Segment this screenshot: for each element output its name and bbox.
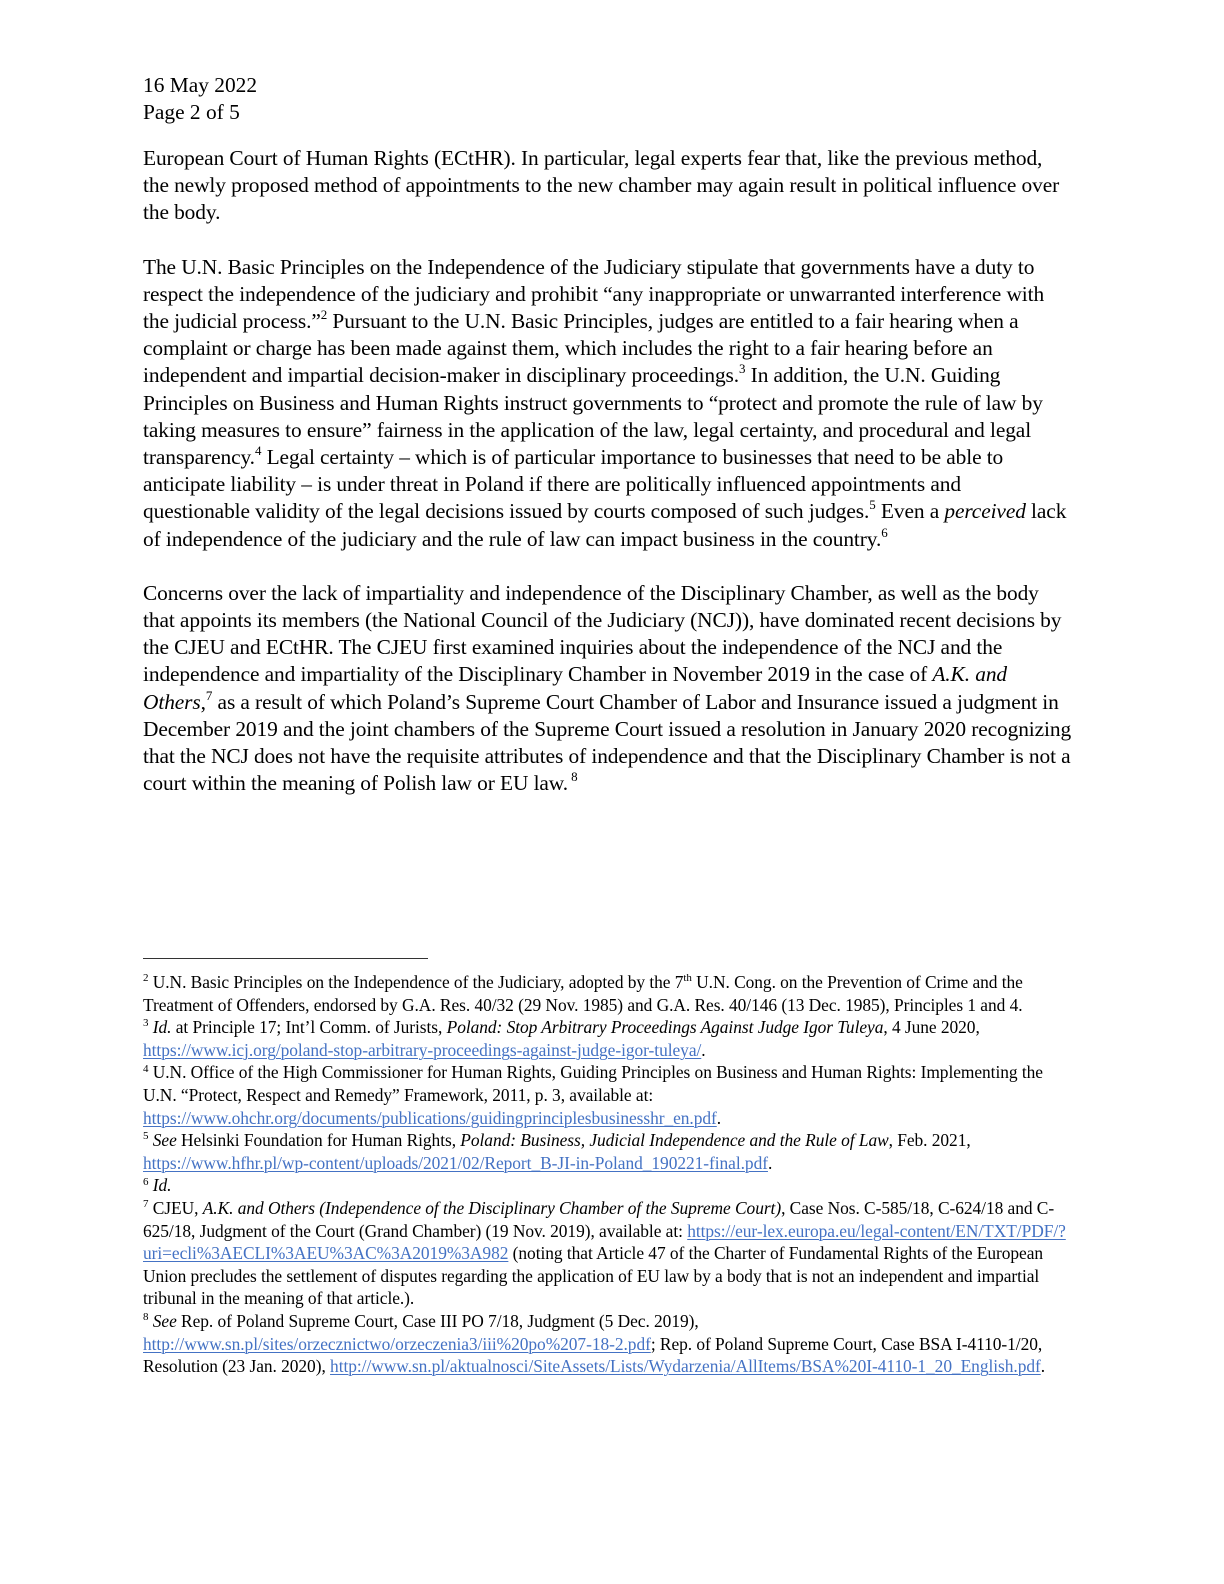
hfhr-link[interactable]: https://www.hfhr.pl/wp-content/uploads/2021/02/Report_B-JI-in-Poland_190221-final.pdf bbox=[143, 1152, 768, 1173]
see-signal: See bbox=[152, 1130, 177, 1151]
footnote-text: at Principle 17; Int’l Comm. of Jurists, bbox=[171, 1017, 447, 1038]
see-signal: See bbox=[152, 1310, 177, 1331]
footnote-text: , Case Nos. C-585/18, C-624/18 and C-625/18, Judgment of the Court (Grand Chamber) (19 Nov. 2019), available at: bbox=[143, 1197, 1055, 1241]
footnote-text: . bbox=[716, 1107, 722, 1128]
source-title: Poland: Stop Arbitrary Proceedings Against Judge Igor Tuleya bbox=[446, 1017, 884, 1038]
paragraph-text: Legal certainty – which is of particular importance to businesses that need to be able to anticipate liability – is under threat in Poland if there are politically influenced appointments and questionable validity of the legal decisions issued by courts composed of such judges. bbox=[143, 445, 1004, 524]
paragraph-text: In addition, the U.N. Guiding Principles on Business and Human Rights instruct governments to “protect and promote the rule of law by taking measures to ensure” fairness in the application of the law, legal certainty, and procedural and legal transparency. bbox=[143, 363, 1043, 470]
ordinal-suffix: th bbox=[683, 972, 692, 985]
body-paragraph-2 bbox=[143, 254, 1073, 553]
footnote-text: U.N. Office of the High Commissioner for Human Rights, Guiding Principles on Business and Human Rights: Implementing the U.N. “Protect, Respect and Remedy” Framework, 2011, p. 3, available at: bbox=[143, 1062, 1043, 1105]
case-name: A.K. and Others bbox=[143, 662, 1008, 714]
footnote-number: 8 bbox=[143, 1311, 149, 1324]
body-paragraph-3 bbox=[143, 580, 1073, 798]
footnote-text: U.N. Basic Principles on the Independence of the Judiciary, adopted by the 7 bbox=[148, 972, 684, 992]
footnote-6 bbox=[143, 1174, 1078, 1197]
source-title: Poland: Business, Judicial Independence and the Rule of Law bbox=[460, 1130, 889, 1151]
case-title: A.K. and Others (Independence of the Disciplinary Chamber of the Supreme Court) bbox=[202, 1197, 782, 1218]
footnote-separator bbox=[143, 958, 428, 959]
paragraph-text: , bbox=[200, 689, 206, 714]
paragraph-text: The U.N. Basic Principles on the Independence of the Judiciary stipulate that governments have a duty to respect the independence of the judiciary and prohibit “any inappropriate or unwarranted interference with the judicial process.” bbox=[143, 254, 1045, 334]
footnote-text: , Feb. 2021, bbox=[888, 1130, 971, 1151]
id-citation: Id. bbox=[152, 1017, 172, 1038]
paragraph-text: as a result of which Poland’s Supreme Court Chamber of Labor and Insurance issued a judgment in December 2019 and the joint chambers of the Supreme Court issued a resolution in January 2020 recognizing that the NCJ does not have the requisite attributes of independence and that the Disciplinary Chamber is not a court within the meaning of Polish law or EU law. bbox=[143, 689, 1072, 796]
eur-lex-link[interactable]: https://eur-lex.europa.eu/legal-content/EN/TXT/PDF/?uri=ecli%3AECLI%3AEU%3AC%3A2019%3A982 bbox=[143, 1220, 1066, 1264]
footnote-ref-8[interactable]: 8 bbox=[568, 769, 578, 785]
footnote-number: 4 bbox=[143, 1062, 149, 1075]
footnote-text: Rep. of Poland Supreme Court, Case III PO 7/18, Judgment (5 Dec. 2019), bbox=[176, 1310, 699, 1331]
footnote-text: , 4 June 2020, bbox=[883, 1017, 980, 1038]
footnote-ref-6[interactable]: 6 bbox=[881, 524, 888, 540]
emphasis-perceived: perceived bbox=[944, 499, 1026, 524]
paragraph-text: lack of independence of the judiciary and the rule of law can impact business in the country. bbox=[143, 499, 1067, 551]
footnote-text: . bbox=[767, 1152, 773, 1173]
footnote-ref-2[interactable]: 2 bbox=[320, 306, 328, 322]
footnote-ref-7[interactable]: 7 bbox=[205, 687, 213, 703]
footnote-text: ; Rep. of Poland Supreme Court, Case BSA I-4110-1/20, Resolution (23 Jan. 2020), bbox=[143, 1333, 1043, 1377]
letter-date: 16 May 2022 bbox=[143, 73, 258, 97]
body-paragraph-1 bbox=[143, 145, 1073, 227]
paragraph-text: Concerns over the lack of impartiality and independence of the Disciplinary Chamber, as well as the body that appoints its members (the National Council of the Judiciary (NCJ)), have dominated recent decisions by the CJEU and ECtHR. The CJEU first examined inquiries about the independence of the NCJ and the independence and impartiality of the Disciplinary Chamber in November 2019 in the case of bbox=[143, 580, 1062, 687]
footnote-7 bbox=[143, 1197, 1078, 1310]
ohchr-link[interactable]: https://www.ohchr.org/documents/publications/guidingprinciplesbusinesshr_en.pdf bbox=[143, 1107, 717, 1128]
footnote-number: 5 bbox=[143, 1130, 149, 1143]
footnote-2 bbox=[143, 971, 1078, 1016]
footnote-text: CJEU, bbox=[148, 1197, 203, 1218]
sn-resolution-link[interactable]: http://www.sn.pl/aktualnosci/SiteAssets/Lists/Wydarzenia/AllItems/BSA%20I-4110-1_20_English.pdf bbox=[330, 1356, 1041, 1377]
paragraph-text: Pursuant to the U.N. Basic Principles, judges are entitled to a fair hearing when a complaint or charge has been made against them, which includes the right to a fair hearing before an independent and impartial decision-maker in disciplinary proceedings. bbox=[143, 309, 1019, 388]
footnotes-section bbox=[143, 971, 1078, 1378]
footnote-text: . bbox=[701, 1039, 706, 1060]
footnote-ref-3[interactable]: 3 bbox=[739, 361, 746, 377]
footnote-text: Helsinki Foundation for Human Rights, bbox=[176, 1130, 461, 1151]
footnote-text: U.N. Cong. on the Prevention of Crime and the Treatment of Offenders, endorsed by G.A. Res. 40/32 (29 Nov. 1985) and G.A. Res. 40/146 (13 Dec. 1985), Principles 1 and 4. bbox=[143, 972, 1023, 1015]
footnote-number: 6 bbox=[143, 1175, 149, 1188]
footnote-4 bbox=[143, 1061, 1078, 1129]
letter-page bbox=[143, 72, 1073, 797]
footnote-number: 2 bbox=[143, 972, 149, 985]
footnote-text: (noting that Article 47 of the Charter of Fundamental Rights of the European Union precludes the settlement of disputes regarding the application of EU law by a body that is not an independent and impartial tribunal in the meaning of that article.). bbox=[143, 1243, 1044, 1309]
id-citation: Id. bbox=[152, 1175, 172, 1196]
footnote-text: . bbox=[1040, 1356, 1046, 1377]
footnote-number: 3 bbox=[143, 1017, 149, 1030]
paragraph-text: Even a bbox=[875, 499, 945, 524]
footnote-number: 7 bbox=[143, 1198, 149, 1211]
sn-judgment-link[interactable]: http://www.sn.pl/sites/orzecznictwo/orzeczenia3/iii%20po%207-18-2.pdf bbox=[143, 1333, 651, 1354]
paragraph-text: European Court of Human Rights (ECtHR). In particular, legal experts fear that, like the previous method, the newly proposed method of appointments to the new chamber may again result in political influence over the body. bbox=[143, 146, 1060, 225]
page-number: Page 2 of 5 bbox=[143, 100, 240, 124]
footnote-3 bbox=[143, 1016, 1078, 1061]
icj-link[interactable]: https://www.icj.org/poland-stop-arbitrary-proceedings-against-judge-igor-tuleya/ bbox=[143, 1039, 702, 1060]
footnote-5 bbox=[143, 1129, 1078, 1174]
footnote-ref-4[interactable]: 4 bbox=[254, 442, 262, 458]
footnote-8 bbox=[143, 1310, 1078, 1378]
footnote-ref-5[interactable]: 5 bbox=[869, 497, 876, 513]
